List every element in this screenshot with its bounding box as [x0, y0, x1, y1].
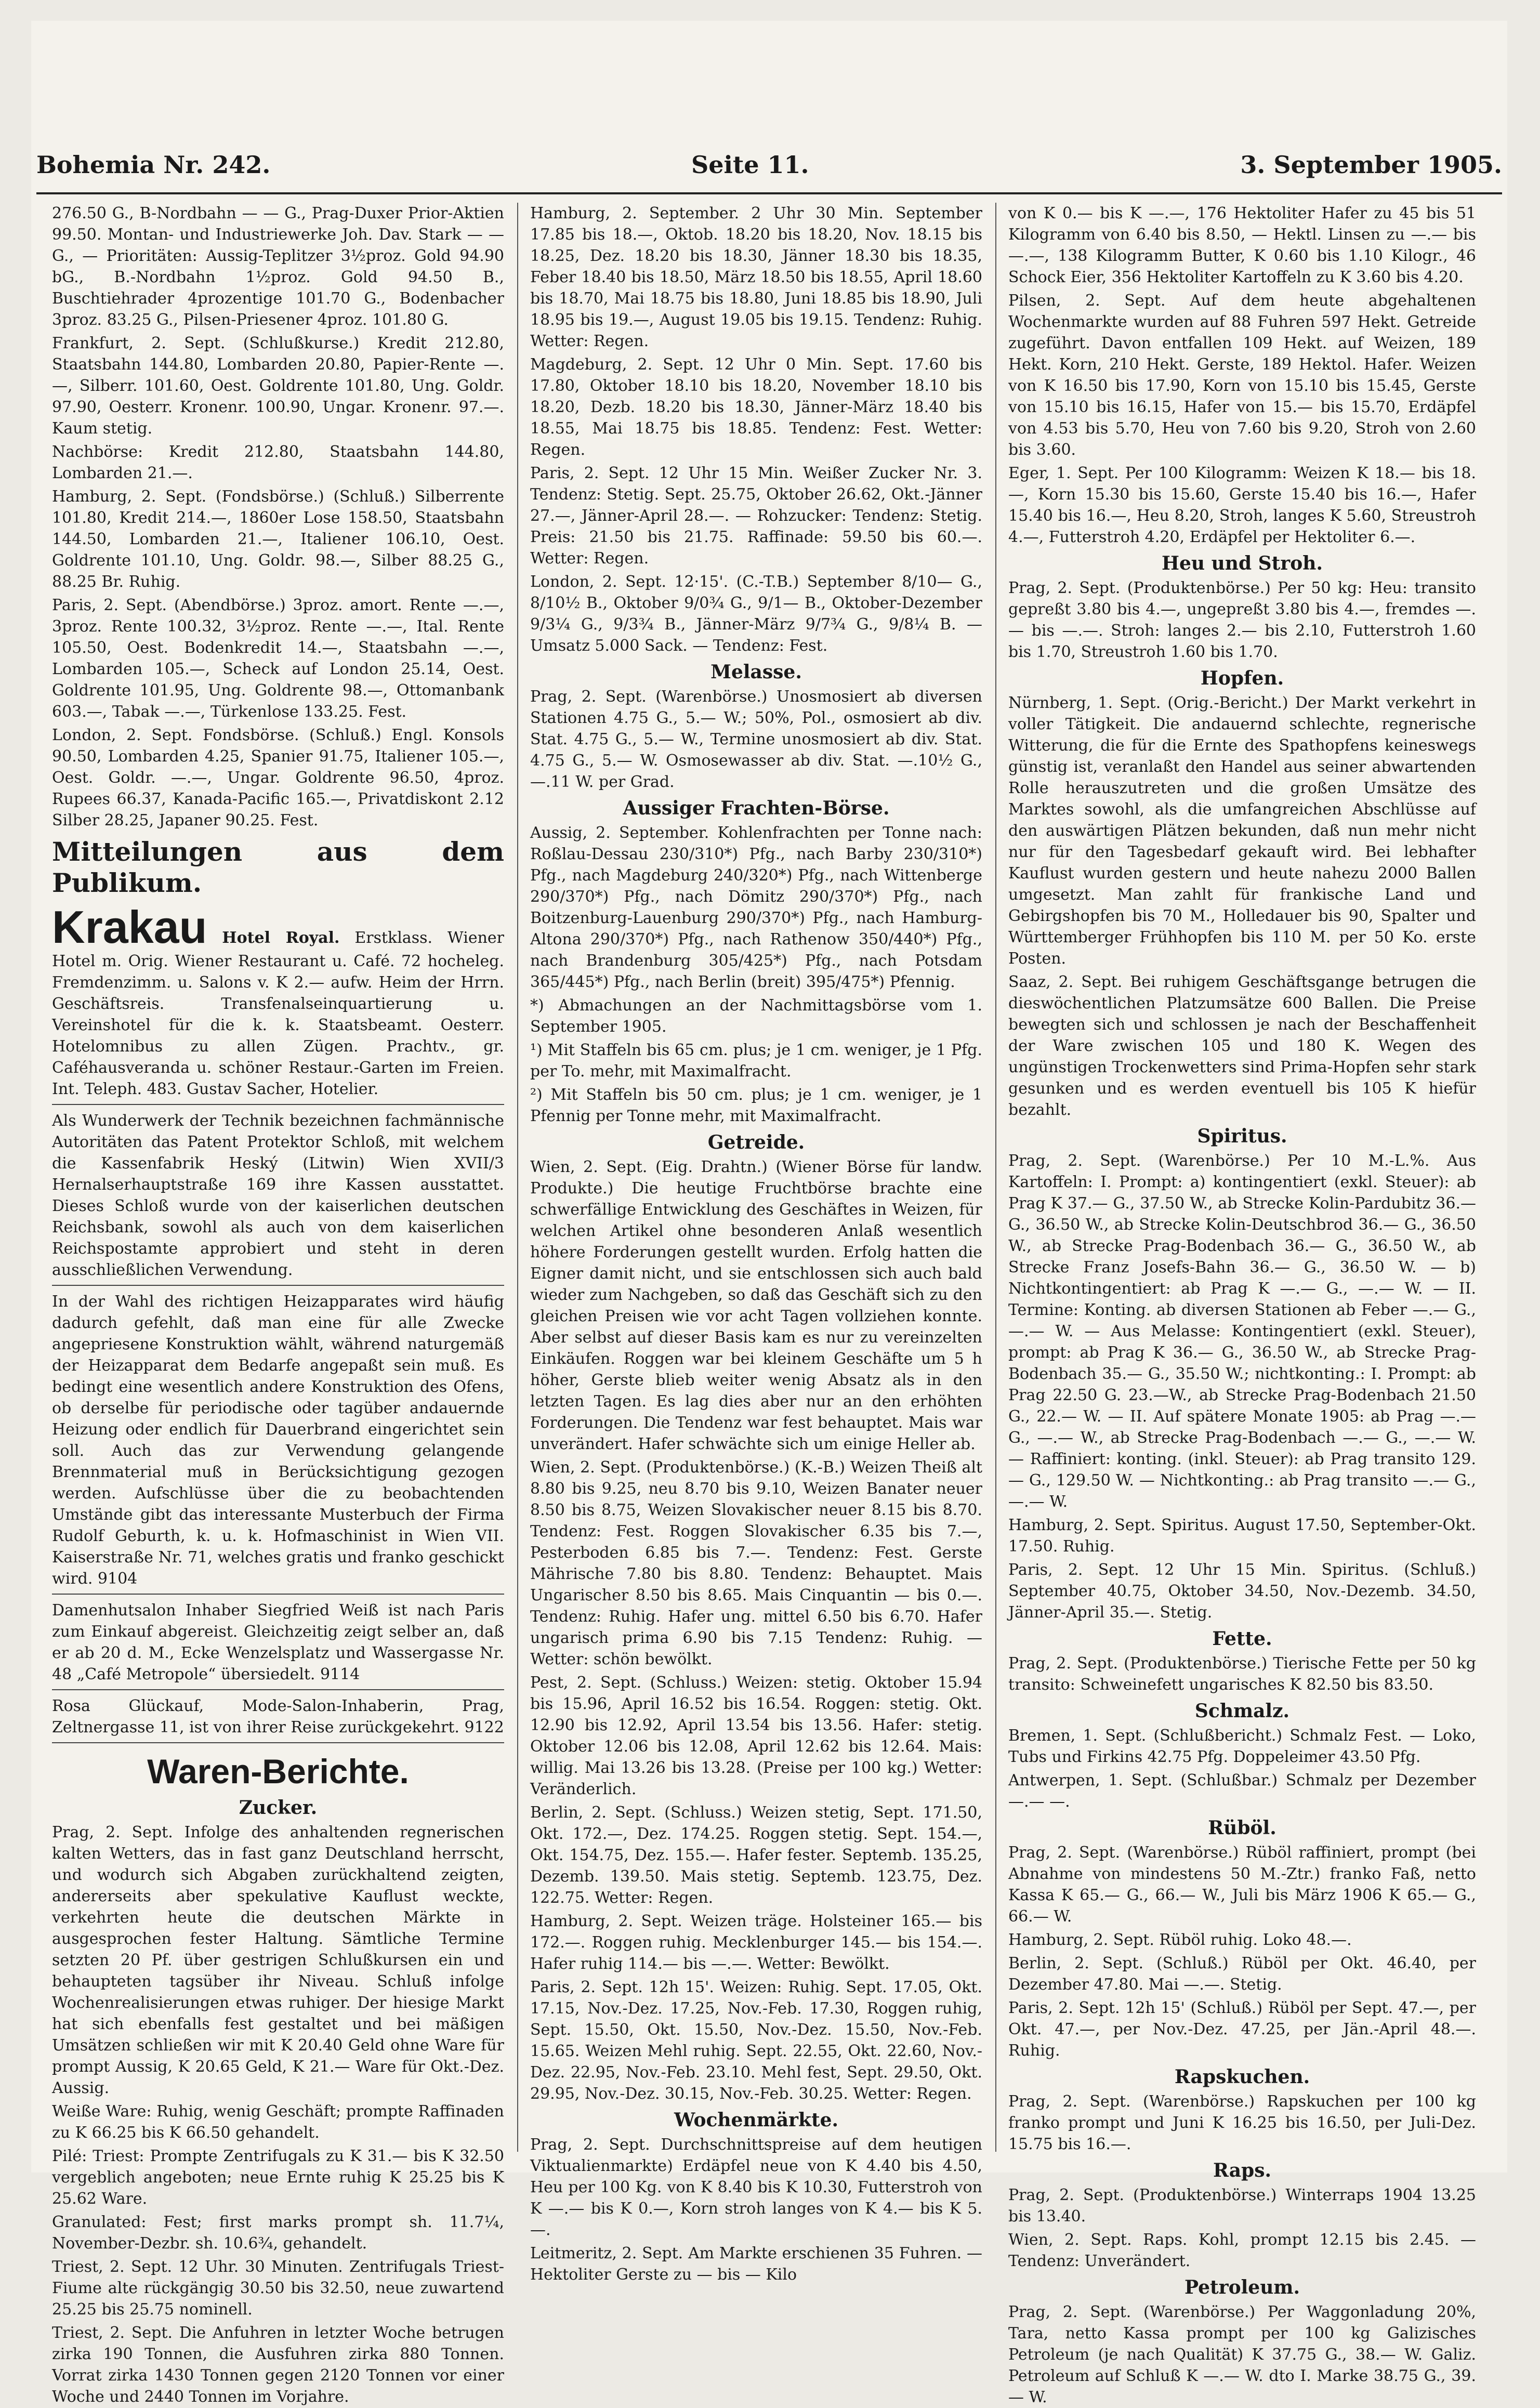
exchange-report: Paris, 2. Sept. (Abendbörse.) 3proz. amort. Rente —.—, 3proz. Rente 100.32, 3½proz. Rente —.—, Ital. Rente 105.50, Oest. Bodenkredit 14.—, Staatsbahn —.—, Lombarden 105.—, Scheck auf London 25.14, Oest. Goldrente 101.95, Ung. Goldrente 98.—, Ottomanbank 603.—, Tabak —.—, Türkenlose 133.25. Fest.: [52, 596, 504, 721]
section-spiritus: Spiritus.: [1197, 1125, 1287, 1147]
market-report: Prag, 2. Sept. Durchschnittspreise auf dem heutigen Viktualienmarkte) Erdäpfel neue von K 4.40 bis 4.50, Heu per 100 Kg. von K 8.40 bis K 10.30, Futterstroh von K —.— bis K 0.—, Korn stroh langes von K 4.— bis K 5.—.: [530, 2136, 982, 2239]
section-schmalz: Schmalz.: [1194, 1700, 1290, 1722]
ad-krakau-text: Erstklass. Wiener Hotel m. Orig. Wiener Restaurant u. Café. 72 hocheleg. Fremdenzimm. u. Salons v. K 2.— aufw. Heim der Hrrn. Geschäftsreis. Transfenalseinquartierung u. Vereinshotel für die k. k. Staatsbeamt. Oesterr. Hotelomnibus zu allen Zügen. Prachtv., gr. Caféhausveranda u. schöner Restaur.-Garten im Freien. Int. Teleph. 483. Gustav Sacher, Hotelier.: [52, 929, 504, 1098]
market-report: Prag, 2. Sept. (Produktenbörse.) Per 50 kg: Heu: transito gepreßt 3.80 bis 4.—, ungepreßt 3.80 bis 4.—, fremdes —.— bis —.—. Stroh: langes 2.— bis 2.10, Futterstroh 1.60 bis 1.70, Streustroh 1.60 bis 1.70.: [1008, 579, 1476, 661]
section-melasse: Melasse.: [710, 661, 802, 683]
market-report: Berlin, 2. Sept. (Schluss.) Weizen stetig, Sept. 171.50, Okt. 172.—, Dez. 174.25. Roggen stetig. Sept. 154.—, Okt. 154.75, Dez. 155.—. Hafer fester. Septemb. 135.25, Dezemb. 139.50. Mais stetig. Septemb. 123.75, Dez. 122.75. Wetter: Regen.: [530, 1804, 982, 1907]
market-report: Triest, 2. Sept. Die Anfuhren in letzter Woche betrugen zirka 190 Tonnen, die Ausfuhren zirka 880 Tonnen. Vorrat zirka 1430 Tonnen gegen 2120 Tonnen vor einer Woche und 2440 Tonnen im Vorjahre.: [52, 2324, 504, 2406]
market-report: Hamburg, 2. September. 2 Uhr 30 Min. September 17.85 bis 18.—, Oktob. 18.20 bis 18.20, Nov. 18.15 bis 18.25, Dez. 18.20 bis 18.30, Jänner 18.30 bis 18.35, Feber 18.40 bis 18.50, März 18.50 bis 18.55, April 18.60 bis 18.70, Mai 18.75 bis 18.80, Juni 18.85 bis 18.90, Juli 18.95 bis 19.—, August 19.05 bis 19.15. Tendenz: Ruhig. Wetter: Regen.: [530, 204, 982, 350]
column-1: [52, 203, 504, 2406]
exchange-report: London, 2. Sept. Fondsbörse. (Schluß.) Engl. Konsols 90.50, Lombarden 4.25, Spanier 91.75, Italiener 105.—, Oest. Goldr. —.—, Ungar. Goldrente 96.50, 4proz. Rupees 66.37, Kanada-Pacific 165.—, Privatdiskont 2.12 Silber 28.25, Japaner 90.25. Fest.: [52, 726, 504, 830]
exchange-report: Nachbörse: Kredit 212.80, Staatsbahn 144.80, Lombarden 21.—.: [52, 443, 504, 482]
footnote: ¹) Mit Staffeln bis 65 cm. plus; je 1 cm. weniger, je 1 Pfg. per To. mehr, mit Maximalfracht.: [530, 1041, 982, 1081]
market-report: Eger, 1. Sept. Per 100 Kilogramm: Weizen K 18.— bis 18.—, Korn 15.30 bis 15.60, Gerste 15.40 bis 16.—, Hafer 15.40 bis 16.—, Heu 8.20, Stroh, langes K 5.60, Streustroh 4.—, Futterstroh 4.20, Erdäpfel per Hektoliter 6.—.: [1008, 464, 1476, 546]
column-divider: [995, 203, 996, 2152]
market-report: Granulated: Fest; first marks prompt sh. 11.7¼, November-Dezbr. sh. 10.6¾, gehandelt.: [52, 2213, 504, 2253]
section-raps: Raps.: [1213, 2160, 1272, 2181]
market-report: Paris, 2. Sept. 12h 15'. Weizen: Ruhig. Sept. 17.05, Okt. 17.15, Nov.-Dez. 17.25, Nov.-Feb. 17.30, Roggen ruhig, Sept. 15.50, Okt. 15.50, Nov.-Dez. 15.50, Nov.-Feb. 15.65. Weizen Mehl ruhig. Sept. 22.55, Okt. 22.60, Nov.-Dez. 22.95, Nov.-Feb. 23.10. Mehl fest, Sept. 29.50, Okt. 29.95, Nov.-Dez. 30.15, Nov.-Feb. 30.25. Wetter: Regen.: [530, 1978, 982, 2103]
market-report: Prag, 2. Sept. (Warenbörse.) Per Waggonladung 20%, Tara, netto Kassa prompt per 100 kg Galizisches Petroleum (je nach Qualität) K 37.75 G., 38.— W. Galiz. Petroleum auf Schluß K —.— W. dto I. Marke 38.75 G., 39.— W.: [1008, 2303, 1476, 2406]
ads-section-title: Mitteilungen aus dem Publikum.: [52, 836, 504, 898]
ad-krakau: [52, 901, 504, 1105]
market-report: Pilsen, 2. Sept. Auf dem heute abgehaltenen Wochenmarkte wurden auf 88 Fuhren 597 Hekt. Getreide zugeführt. Davon entfallen 109 Hekt. auf Weizen, 189 Hekt. Korn, 210 Hekt. Gerste, 189 Hektol. Hafer. Weizen von K 16.50 bis 17.90, Korn von 15.10 bis 15.45, Gerste von 15.10 bis 16.15, Hafer von 15.— bis 15.70, Erdäpfel von 4.53 bis 5.70, Heu von 7.60 bis 9.20, Stroh von 2.60 bis 3.60.: [1008, 292, 1476, 459]
market-report: Pest, 2. Sept. (Schluss.) Weizen: stetig. Oktober 15.94 bis 15.96, April 16.52 bis 16.54. Roggen: stetig. Okt. 12.90 bis 12.92, April 13.54 bis 13.56. Hafer: stetig. Oktober 12.06 bis 12.08, April 12.62 bis 12.64. Mais: willig. Mai 13.26 bis 13.28. (Preise per 100 kg.) Wetter: Veränderlich.: [530, 1674, 982, 1798]
market-report: Wien, 2. Sept. (Eig. Drahtn.) (Wiener Börse für landw. Produkte.) Die heutige Fruchtbörse brachte eine schwerfällige Entwicklung des Geschäftes in Weizen, für welchen Artikel ohne besonderen Anlaß wesentlich höhere Forderungen gestellt wurden. Erfolg hatten die Eigner damit nicht, und sie entschlossen sich auch bald wieder zum Nachgeben, so daß das Geschäft sich zu den gleichen Preisen wie vor acht Tagen vollziehen konnte. Aber selbst auf dieser Basis kam es nur zu vereinzelten Einkäufen. Roggen war bei kleinem Geschäfte um 5 h höher, Gerste blieb weiter wenig Absatz als in den letzten Tagen. Es lag dies aber nur an den erhöhten Forderungen. Die Tendenz war fest behauptet. Mais war unverändert. Hafer schwächte sich um einige Heller ab.: [530, 1158, 982, 1453]
section-wochenmaerkte: Wochenmärkte.: [674, 2109, 839, 2131]
header-date: 3. September 1905.: [1240, 151, 1502, 179]
market-report: Hamburg, 2. Sept. Rüböl ruhig. Loko 48.—.: [1008, 1931, 1352, 1949]
market-report: Magdeburg, 2. Sept. 12 Uhr 0 Min. Sept. 17.60 bis 17.80, Oktober 18.10 bis 18.20, November 18.10 bis 18.20, Dezb. 18.20 bis 18.30, Jänner-März 18.40 bis 18.55, Mai 18.75 bis 18.85. Tendenz: Fest. Wetter: Regen.: [530, 356, 982, 459]
header-rule: [36, 192, 1502, 194]
market-report: Bremen, 1. Sept. (Schlußbericht.) Schmalz Fest. — Loko, Tubs und Firkins 42.75 Pfg. Doppeleimer 43.50 Pfg.: [1008, 1727, 1476, 1766]
ad-mode-salon: Rosa Glückauf, Mode-Salon-Inhaberin, Prag, Zeltnergasse 11, ist von ihrer Reise zurückgekehrt. 9122: [52, 1695, 504, 1743]
exchange-report: Frankfurt, 2. Sept. (Schlußkurse.) Kredit 212.80, Staatsbahn 144.80, Lombarden 20.80, Papier-Rente —.—, Silberr. 101.60, Oest. Goldrente 101.80, Ung. Goldr. 97.90, Oesterr. Kronenr. 100.90, Ungar. Kronenr. 97.—. Kaum stetig.: [52, 334, 504, 438]
market-report: Prag, 2. Sept. (Produktenbörse.) Tierische Fette per 50 kg transito: Schweinefett ungarisches K 82.50 bis 83.50.: [1008, 1654, 1476, 1694]
market-report: Paris, 2. Sept. 12h 15' (Schluß.) Rüböl per Sept. 47.—, per Okt. 47.—, per Nov.-Dez. 47.25, per Jän.-April 48.—. Ruhig.: [1008, 1999, 1476, 2060]
section-heu-stroh: Heu und Stroh.: [1162, 552, 1323, 574]
section-getreide: Getreide.: [707, 1131, 805, 1153]
waren-berichte-title: Waren-Berichte.: [147, 1752, 409, 1791]
market-report: Pilé: Triest: Prompte Zentrifugals zu K 31.— bis K 32.50 vergeblich angeboten; neue Ernte ruhig K 25.25 bis K 25.62 Ware.: [52, 2147, 504, 2208]
market-report: Paris, 2. Sept. 12 Uhr 15 Min. Weißer Zucker Nr. 3. Tendenz: Stetig. Sept. 25.75, Oktober 26.62, Okt.-Jänner 27.—, Jänner-April 28.—. — Rohzucker: Tendenz: Stetig. Preis: 21.50 bis 21.75. Raffinade: 59.50 bis 60.—. Wetter: Regen.: [530, 464, 982, 568]
section-frachten: Aussiger Frachten-Börse.: [623, 797, 890, 819]
market-report: Prag, 2. Sept. (Warenbörse.) Unosmosiert ab diversen Stationen 4.75 G., 5.— W.; 50%, Pol., osmosiert ab div. Stat. 4.75 G., 5.— W., Termine unosmosiert ab div. Stat. 4.75 G., 5.— W. Osmosewasser ab div. Stat. —.10½ G., —.11 W. per Grad.: [530, 688, 982, 791]
page-header: [36, 151, 1502, 187]
header-publication: Bohemia Nr. 242.: [36, 151, 271, 179]
market-report: Weiße Ware: Ruhig, wenig Geschäft; prompte Raffinaden zu K 66.25 bis K 66.50 gehandelt.: [52, 2102, 504, 2142]
market-report: Paris, 2. Sept. 12 Uhr 15 Min. Spiritus. (Schluß.) September 40.75, Oktober 34.50, Nov.-Dezemb. 34.50, Jänner-April 35.—. Stetig.: [1008, 1561, 1476, 1622]
market-report: Prag, 2. Sept. Infolge des anhaltenden regnerischen kalten Wetters, das in fast ganz Deutschland herrscht, und wodurch sich Abgaben zurückhaltend zeigten, andererseits aber spekulative Kauflust weckte, verkehrten heute die deutschen Märkte in ausgesprochen fester Haltung. Sämtliche Termine setzten 20 Pf. über gestrigen Schlußkursen ein und behaupteten tagsüber ihr Niveau. Schluß infolge Wochenrealisierungen etwas ruhiger. Der hiesige Markt hat sich ebenfalls fest gestaltet und bei mäßigen Umsätzen schließen wir mit K 20.40 Geld ohne Ware für prompt Aussig, K 20.65 Geld, K 21.— Ware für Okt.-Dez. Aussig.: [52, 1823, 504, 2097]
ad-damenhutsalon: Damenhutsalon Inhaber Siegfried Weiß ist nach Paris zum Einkauf abgereist. Gleichzeitig zeigt selber an, daß er ab 20 d. M., Ecke Wenzelsplatz und Wassergasse Nr. 48 „Café Metropole“ übersiedelt. 9114: [52, 1600, 504, 1690]
market-report: Prag, 2. Sept. (Produktenbörse.) Winterraps 1904 13.25 bis 13.40.: [1008, 2186, 1476, 2226]
column-2: [530, 203, 982, 2284]
market-report: Leitmeritz, 2. Sept. Am Markte erschienen 35 Fuhren. — Hektoliter Gerste zu — bis — Kilo: [530, 2244, 982, 2284]
column-divider: [517, 203, 518, 2152]
market-report: Prag, 2. Sept. (Warenbörse.) Rüböl raffiniert, prompt (bei Abnahme von mindestens 50 M.-Ztr.) franko Faß, netto Kassa K 65.— G., 66.— W., Juli bis März 1906 K 65.— G., 66.— W.: [1008, 1844, 1476, 1926]
market-report: Triest, 2. Sept. 12 Uhr. 30 Minuten. Zentrifugals Triest-Fiume alte rückgängig 30.50 bis 32.50, neue zuwartend 25.25 bis 25.75 nominell.: [52, 2258, 504, 2319]
market-report: von K 0.— bis K —.—, 176 Hektoliter Hafer zu 45 bis 51 Kilogramm von 6.40 bis 8.50, — Hektl. Linsen zu —.— bis —.—, 138 Kilogramm Butter, K 0.60 bis 1.10 Kilogr., 46 Schock Eier, 356 Hektoliter Kartoffeln zu K 3.60 bis 4.20.: [1008, 204, 1476, 286]
header-page-number: Seite 11.: [691, 151, 809, 179]
newspaper-page: [31, 21, 1507, 2406]
section-petroleum: Petroleum.: [1184, 2277, 1300, 2298]
ad-krakau-hotel: Hotel Royal.: [222, 929, 340, 947]
market-report: Aussig, 2. September. Kohlenfrachten per Tonne nach: Roßlau-Dessau 230/310*) Pfg., nach Barby 230/310*) Pfg., nach Magdeburg 240/320*) Pfg., nach Wittenberge 290/370*) Pfg., nach Dömitz 290/370*) Pfg., nach Boitzenburg-Lauenburg 290/370*) Pfg., nach Hamburg-Altona 290/370*) Pfg., nach Rathenow 350/440*) Pfg., nach Brandenburg 305/425*) Pfg., nach Potsdam 365/445*) Pfg., nach Berlin (breit) 395/475*) Pfennig.: [530, 824, 982, 991]
market-report: London, 2. Sept. 12·15'. (C.-T.B.) September 8/10— G., 8/10½ B., Oktober 9/0¾ G., 9/1— B., Oktober-Dezember 9/3¼ G., 9/3¾ B., Jänner-März 9/7¾ G., 9/8¼ B. — Umsatz 5.000 Sack. — Tendenz: Fest.: [530, 573, 982, 655]
market-report: Wien, 2. Sept. (Produktenbörse.) (K.-B.) Weizen Theiß alt 8.80 bis 9.25, neu 8.70 bis 9.10, Weizen Banater neuer 8.50 bis 8.75, Weizen Slovakischer neuer 8.15 bis 8.70. Tendenz: Fest. Roggen Slovakischer 6.35 bis 7.—, Pesterboden 6.85 bis 7.—. Tendenz: Fest. Gerste Mährische 7.80 bis 8.80. Tendenz: Behauptet. Mais Ungarischer 8.50 bis 8.65. Mais Cinquantin — bis 0.—. Tendenz: Ruhig. Hafer ung. mittel 6.50 bis 6.70. Hafer ungarisch prima 6.90 bis 7.15 Tendenz: Ruhig. — Wetter: schön bewölkt.: [530, 1458, 982, 1668]
section-rapskuchen: Rapskuchen.: [1174, 2066, 1310, 2088]
section-hopfen: Hopfen.: [1200, 667, 1284, 689]
section-rueboel: Rüböl.: [1208, 1817, 1276, 1839]
section-fette: Fette.: [1212, 1628, 1272, 1650]
market-report: Saaz, 2. Sept. Bei ruhigem Geschäftsgange betrugen die dieswöchentlichen Platzumsätze 600 Ballen. Die Preise bewegten sich und schlossen je nach der Beschaffenheit der Ware zwischen 105 und 180 K. Wegen des ungünstigen Trockenwetters sind Prima-Hopfen sehr stark gesunken und es werden eventuell bis 105 K hiefür bezahlt.: [1008, 973, 1476, 1119]
column-3: [1008, 203, 1476, 2406]
market-report: Antwerpen, 1. Sept. (Schlußbar.) Schmalz per Dezember —.— —.: [1008, 1771, 1476, 1811]
market-report: Hamburg, 2. Sept. Weizen träge. Holsteiner 165.— bis 172.—. Roggen ruhig. Mecklenburger 145.— bis 154.—. Hafer ruhig 114.— bis —.—. Wetter: Bewölkt.: [530, 1912, 982, 1973]
market-report: Hamburg, 2. Sept. Spiritus. August 17.50, September-Okt. 17.50. Ruhig.: [1008, 1516, 1476, 1556]
market-report: Berlin, 2. Sept. (Schluß.) Rüböl per Okt. 46.40, per Dezember 47.80. Mai —.—. Stetig.: [1008, 1954, 1476, 1994]
section-zucker: Zucker.: [239, 1797, 318, 1819]
ad-krakau-city: Krakau: [52, 901, 207, 953]
footnote: *) Abmachungen an der Nachmittagsbörse vom 1. September 1905.: [530, 996, 982, 1036]
footnote: ²) Mit Staffeln bis 50 cm. plus; je 1 cm. weniger, je 1 Pfennig per Tonne mehr, mit Maximalfracht.: [530, 1086, 982, 1125]
market-report: Nürnberg, 1. Sept. (Orig.-Bericht.) Der Markt verkehrt in voller Tätigkeit. Die andauernd schlechte, regnerische Witterung, die für die Ernte des Spathopfens keineswegs günstig ist, veranlaßt den Handel aus seiner abwartenden Rolle herauszutreten und die großen Umsätze des Marktes sowohl, als die umfangreichen Abschlüsse auf den auswärtigen Plätzen bekunden, daß nun mehr nicht nur für den Tagesbedarf gekauft wird. Bei lebhafter Kauflust wurden gestern und heute nahezu 2000 Ballen umgesetzt. Man zahlt für frankische Land und Gebirgshopfen bis 70 M., Holledauer bis 90, Spalter und Württemberger Frühhopfen bis 110 M. per 50 Ko. erste Posten.: [1008, 694, 1476, 968]
market-report: Prag, 2. Sept. (Warenbörse.) Per 10 M.-L.%. Aus Kartoffeln: I. Prompt: a) kontingentiert (exkl. Steuer): ab Prag K 37.— G., 37.50 W., ab Strecke Kolin-Pardubitz 36.— G., 36.50 W., ab Strecke Kolin-Deutschbrod 36.— G., 36.50 W., ab Strecke Prag-Bodenbach 36.— G., 36.50 W., ab Strecke Franz Josefs-Bahn 36.— G., 36.50 W. — b) Nichtkontingentiert: ab Prag K —.— G., —.— W. — II. Termine: Konting. ab diversen Stationen ab Feber —.— G., —.— W. — Aus Melasse: Kontingentiert (exkl. Steuer), prompt: ab Prag K 36.— G., 36.50 W., ab Strecke Prag-Bodenbach 35.— G., 35.50 W.; nichtkonting.: I. Prompt: ab Prag 22.50 G. 23.—W., ab Strecke Prag-Bodenbach 21.50 G., 22.— W. — II. Auf spätere Monate 1905: ab Prag —.— G., —.— W., ab Strecke Prag-Bodenbach —.— G., —.— W. — Raffiniert: konting. (inkl. Steuer): ab Prag transito 129.— G., 129.50 W. — Nichtkonting.: ab Prag transito —.— G., —.— W.: [1008, 1152, 1476, 1511]
exchange-report: 276.50 G., B-Nordbahn — — G., Prag-Duxer Prior-Aktien 99.50. Montan- und Industriewerke Joh. Dav. Stark — — G., — Prioritäten: Aussig-Teplitzer 3½proz. Gold 94.90 bG., B.-Nordbahn 1½proz. Gold 94.50 B., Buschtiehrader 4prozentige 101.70 G., Bodenbacher 3proz. 83.25 G., Pilsen-Priesener 4proz. 101.80 G.: [52, 204, 504, 329]
exchange-report: Hamburg, 2. Sept. (Fondsbörse.) (Schluß.) Silberrente 101.80, Kredit 214.—, 1860er Lose 158.50, Staatsbahn 144.50, Lombarden 21.—, Italiener 106.10, Oest. Goldrente 101.10, Ung. Goldr. 98.—, Silber 88.25 G., 88.25 Br. Ruhig.: [52, 488, 504, 591]
ad-heizapparat: In der Wahl des richtigen Heizapparates wird häufig dadurch gefehlt, daß man eine für alle Zwecke angepriesene Konstruktion wählt, während naturgemäß der Heizapparat dem Bedarfe angepaßt sein muß. Es bedingt eine wesentlich andere Konstruktion des Ofens, ob derselbe für periodische oder tagüber andauernde Heizung oder endlich für Dauerbrand eingerichtet sein soll. Auch das zur Verwendung gelangende Brennmaterial muß in Berücksichtigung gezogen werden. Aufschlüsse über die zu beobachtenden Umstände gibt das interessante Musterbuch der Firma Rudolf Geburth, k. u. k. Hofmaschinist in Wien VII. Kaiserstraße Nr. 71, welches gratis und franko geschickt wird. 9104: [52, 1291, 504, 1595]
market-report: Prag, 2. Sept. (Warenbörse.) Rapskuchen per 100 kg franko prompt und Juni K 16.25 bis 16.50, per Juli-Dez. 15.75 bis 16.—.: [1008, 2093, 1476, 2153]
ad-protektor: Als Wunderwerk der Technik bezeichnen fachmännische Autoritäten das Patent Protektor Schloß, mit welchem die Kassenfabrik Heský (Litwin) Wien XVII/3 Hernalserhauptstraße 169 ihre Kassen ausstattet. Dieses Schloß wurde von der kaiserlichen deutschen Reichsbank, sowohl als auch von dem kaiserlichen Reichspostamte approbiert und steht in deren ausschließlichen Verwendung.: [52, 1110, 504, 1286]
market-report: Wien, 2. Sept. Raps. Kohl, prompt 12.15 bis 2.45. — Tendenz: Unverändert.: [1008, 2231, 1476, 2270]
